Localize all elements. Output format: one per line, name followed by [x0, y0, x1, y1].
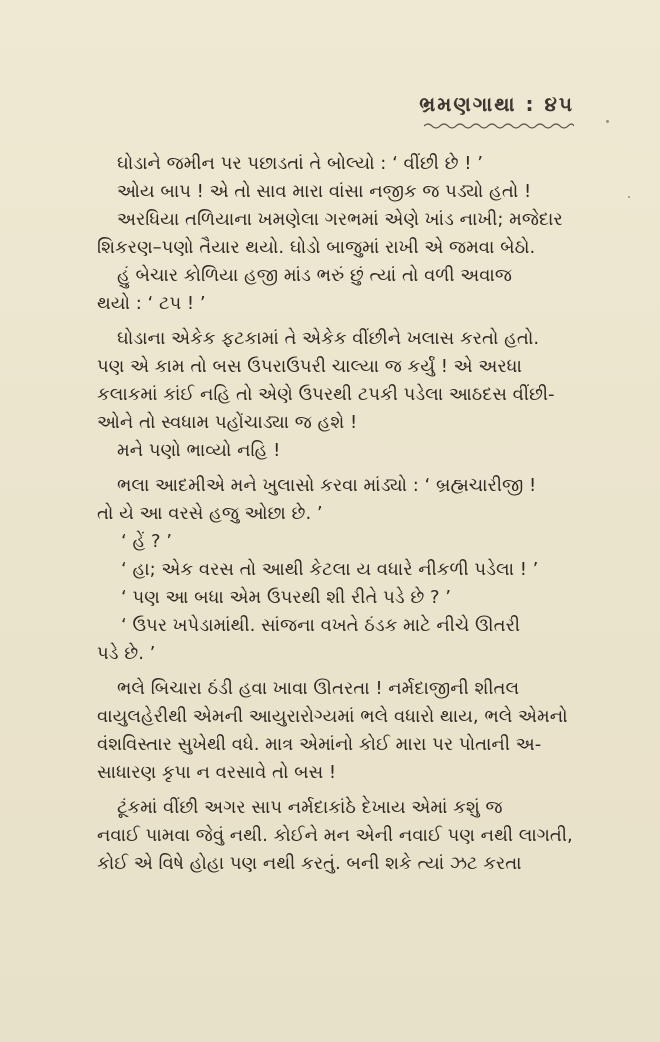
body-text	[97, 150, 575, 878]
text-line: ‘ હેં ? ’	[121, 531, 172, 552]
text-line: હું બેચાર કોળિયા હજી માંડ ભરું છું ત્યાં તો વળી અવાજ	[117, 265, 512, 286]
text-line: ભલે બિચારા ઠંડી હવા ખાવા ઊતરતા ! નર્મદાજીની શીતલ	[117, 678, 520, 699]
text-line: કલાકમાં કાંઈ નહિ તો એણે ઉપરથી ટપકી પડેલા આઠદસ વીંછી-	[97, 384, 555, 405]
text-line: પડે છે. ’	[97, 643, 156, 664]
text-line: વંશવિસ્તાર સુખેથી વધે. માત્ર એમાંનો કોઈ મારા પર પોતાની અ-	[97, 734, 542, 755]
text-line: સાધારણ કૃપા ન વરસાવે તો બસ !	[97, 762, 337, 783]
running-head	[419, 92, 574, 135]
text-line: ‘ પણ આ બધા એમ ઉપરથી શી રીતે પડે છે ? ’	[121, 587, 452, 608]
text-line: થયો : ‘ ટપ ! ’	[97, 293, 206, 314]
text-line: વાયુલહેરીથી એમની આયુરારોગ્યમાં ભલે વધારો થાય, ભલે એમનો	[97, 706, 568, 727]
text-line: ઘોડાને જમીન પર પછાડતાં તે બોલ્યો : ‘ વીંછી છે ! ’	[117, 153, 483, 174]
text-line: અરધિયા તળિયાના ખમણેલા ગરભમાં એણે ખાંડ નાખી; મજેદાર	[117, 209, 563, 230]
text-line: પણ એ કામ તો બસ ઉપરાઉપરી ચાલ્યા જ કર્યું ! એ અરધા	[97, 356, 522, 377]
text-line: ભલા આદમીએ મને ખુલાસો કરવા માંડ્યો : ‘ બ્રહ્મચારીજી !	[117, 475, 537, 496]
page-speck	[606, 120, 609, 123]
text-line: ઓને તો સ્વધામ પહોંચાડ્યા જ હશે !	[97, 412, 358, 433]
text-line: શિકરણ–પણો તૈયાર થયો. ઘોડો બાજુમાં રાખી એ જમવા બેઠો.	[97, 237, 536, 258]
text-line: ઘોડાના એકેક ફટકામાં તે એકેક વીંછીને ખલાસ કરતો હતો.	[117, 328, 540, 349]
text-line: ‘ હા; એક વરસ તો આથી કેટલા ય વધારે નીકળી પડેલા ! ’	[121, 559, 539, 580]
wavy-rule	[424, 121, 574, 131]
text-line: મને પણો ભાવ્યો નહિ !	[117, 440, 281, 461]
page-speck	[628, 196, 630, 198]
text-line: ઓય બાપ ! એ તો સાવ મારા વાંસા નજીક જ પડ્યો હતો !	[117, 181, 532, 202]
running-title: ભ્રમણગાથા : ૪૫	[419, 92, 574, 116]
text-line: તો યે આ વરસે હજુ ઓછા છે. ’	[97, 503, 323, 524]
text-line: નવાઈ પામવા જેવું નથી. કોઈને મન એની નવાઈ પણ નથી લાગતી,	[97, 825, 573, 846]
text-line: ‘ ઉપર ખપેડામાંથી. સાંજના વખતે ઠંડક માટે નીચે ઊતરી	[121, 615, 521, 636]
text-line: ટૂંકમાં વીંછી અગર સાપ નર્મદાકાંઠે દેખાય એમાં કશું જ	[117, 797, 503, 818]
text-line: કોઈ એ વિષે હોહા પણ નથી કરતું. બની શકે ત્યાં ઝટ કરતા	[97, 853, 522, 874]
